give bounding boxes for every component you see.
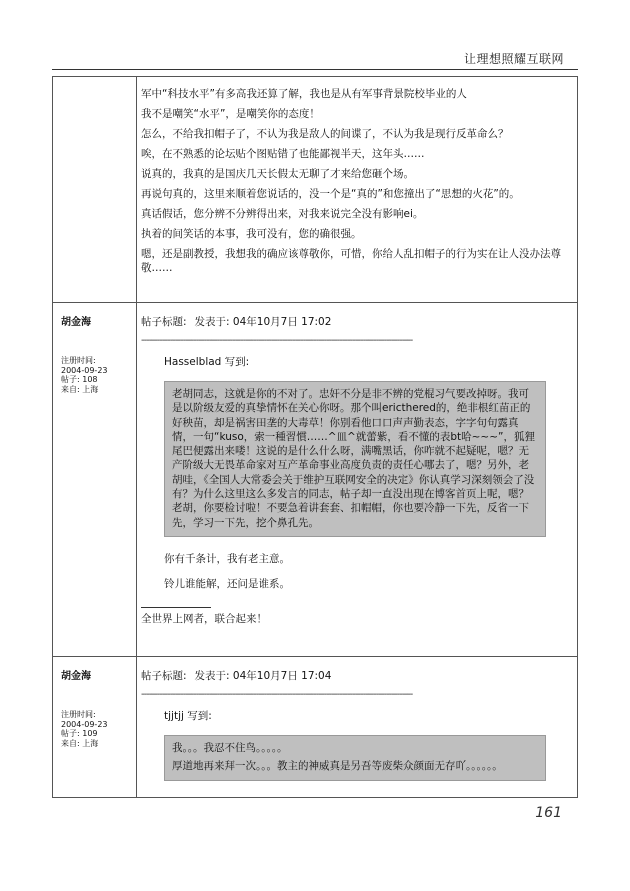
quote-box [164,381,546,537]
post-count: 帖子: 109 [61,729,98,738]
signature: 全世界上网者，联合起来！ [141,612,267,625]
author-name[interactable]: 胡金海 [61,317,91,328]
post-line: 嗯，还是副教授，我想我的确应该尊敬你，可惜，你给人乱扣帽子的行为实在让人没办法尊敬…… [141,248,561,274]
author-cell-empty [53,77,137,302]
post-body [137,657,577,797]
post-row [53,303,577,657]
signature-divider [141,607,211,608]
author-cell [53,303,137,656]
post-body [137,303,577,656]
quote-block [141,708,571,781]
author-location: 来自: 上海 [61,384,99,394]
post-line: 执着的间笑话的本事，我可没有，您的确很强。 [141,228,362,240]
author-name[interactable]: 胡金海 [61,671,91,682]
register-date: 2004-09-23 [61,365,108,375]
post-line: 说真的，我真的是国庆几天长假太无聊了才来给您砸个场。 [141,168,414,180]
post-row-continuation [53,77,577,303]
quote-paragraph: 老胡同志，这就是你的不对了。忠奸不分是非不辨的党棍习气要改掉呀。我可是以阶级友爱的真挚情怀在关心你呀。那个叫ericthered的，绝非根红苗正的好秧苗，却是祸害田垄的大毒草！你别看他口口声声勤表态，字字句句露真情，一句“kuso，索一種習慣……^皿^就蕾紫，看不懂的表bt哈~~~”，狐狸尾巴便露出来喽！这说的是什么什么呀，满嘴黑话，你咋就不起疑呢，嗯？无产阶级大无畏革命家对互产革命事业高度负责的责任心哪去了，嗯？另外，老胡哇，《全国人大常委会关于维护互联网安全的决定》你认真学习深刻领会了没有？为什么这里这么多发言的同志，帖子却一直没出现在博客首页上呢，嗯？老胡，你要检讨啦！不要急着讲套套、扣帽帽，你也要冷静一下先，反省一下先，学习一下先，挖个鼻孔先。 [172,388,535,529]
post-date: 发表于: 04年10月7日 17:02 [194,316,332,328]
post-body [137,77,577,302]
post-line: 怎么，不给我扣帽子了，不认为我是敌人的间谍了，不认为我是现行反革命么？ [141,128,509,140]
quote-source: Hasselblad 写到: [164,356,250,368]
register-date: 2004-09-23 [61,719,108,729]
post-header [141,315,571,329]
quote-paragraph: 厚道地再来拜一次。。。教主的神威真是另吾等废柴众颜面无存吖。。。。。。 [172,760,503,773]
quote-source: tjjtjj 写到: [164,710,212,722]
author-cell [53,657,137,797]
reply-line: 铃儿谁能解，还问是谁系。 [164,577,290,590]
register-label: 注册时间: [61,710,96,719]
post-line: 真话假话，您分辨不分辨得出来，对我来说完全没有影响ei。 [141,208,424,220]
register-label: 注册时间: [61,356,96,365]
post-line: 唉，在不熟悉的论坛贴个图贴错了也能鄙视半天，这年头…… [141,148,425,160]
quote-block [141,354,571,591]
post-header [141,669,571,683]
post-line: 我不是嘲笑“水平”，是嘲笑你的态度！ [141,108,320,120]
reply-line: 你有千条计，我有老主意。 [164,552,290,565]
forum-thread-table [52,76,578,798]
post-count: 帖子: 108 [61,375,98,384]
post-subject-label: 帖子标题: [141,316,187,328]
quote-paragraph: 我。。。我忍不住鸟。。。。。 [172,742,288,754]
post-subject-label: 帖子标题: [141,670,187,682]
dashed-divider: -------------------------------------------------------------------------------------------------------- [141,335,413,346]
post-row [53,657,577,797]
post-line: 再说句真的，这里来顺着您说话的，没一个是“真的”和您撞出了“思想的火花”的。 [141,188,520,200]
author-location: 来自: 上海 [61,738,99,748]
page-header-title: 让理想照耀互联网 [463,52,564,66]
quote-box [164,735,546,781]
page-number: 161 [535,805,562,821]
post-line: 军中“科技水平”有多高我还算了解，我也是从有军事背景院校毕业的人 [141,88,467,100]
header-divider [52,69,578,70]
dashed-divider: -------------------------------------------------------------------------------------------------------- [141,689,413,700]
post-date: 发表于: 04年10月7日 17:04 [194,670,332,682]
